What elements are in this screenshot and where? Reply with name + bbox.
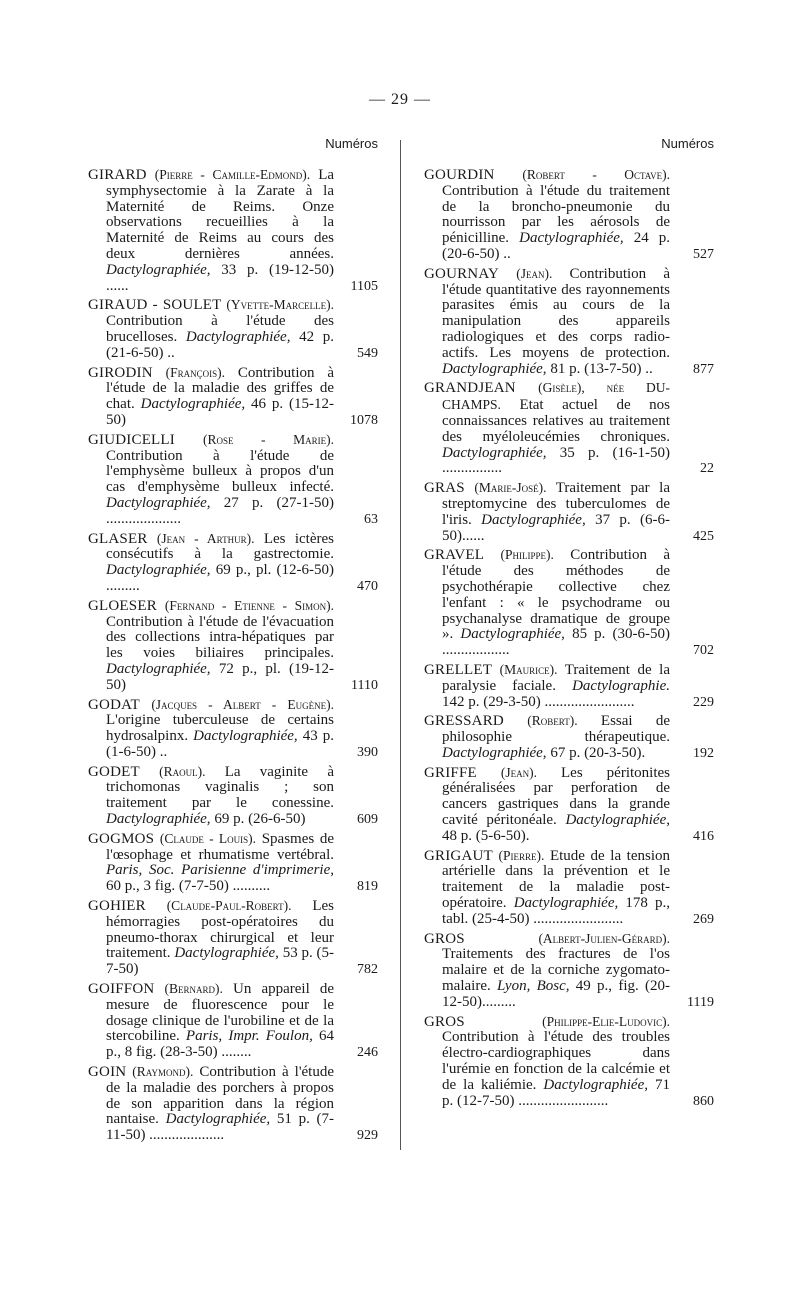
catalog-entry <box>424 713 714 761</box>
left-entry-list <box>88 167 378 1144</box>
entry-details: 46 p. (15-12-50) <box>106 396 335 428</box>
entry-publisher: Dactylographiée, <box>543 1076 648 1093</box>
entry-surname: GRESSARD <box>424 713 504 730</box>
entry-surname: GIRARD <box>88 167 147 183</box>
catalog-entry <box>424 931 714 1011</box>
entry-publisher: Dactylographiée, <box>106 562 211 579</box>
entry-title: Contribution à l'étude du traitement de la broncho-pneumonie du nourrisson par les aérosols de pénicilline. <box>442 182 670 247</box>
entry-details: 27 p. (27-1-50) .................... <box>106 494 334 527</box>
entry-number: 819 <box>357 879 378 895</box>
entry-given-names: (François). <box>165 364 225 380</box>
entry-number: 192 <box>693 745 714 761</box>
entry-number: 1105 <box>350 278 378 294</box>
entry-number: 416 <box>693 828 714 844</box>
entry-given-names: (Philippe). <box>500 547 554 563</box>
entry-details: 42 p. (21-6-50) .. <box>106 328 335 361</box>
entry-given-names: (Jean). <box>500 764 538 780</box>
entry-details: 72 p., pl. (19-12-50) <box>106 660 335 693</box>
catalog-entry <box>88 365 378 429</box>
entry-surname: GOIFFON <box>88 981 155 998</box>
entry-publisher: Dactylographiée, <box>185 328 291 345</box>
catalog-entry <box>424 480 714 544</box>
entry-given-names: (Pierre - Camille-Edmond). <box>154 167 311 182</box>
entry-surname: GROS <box>424 1013 465 1030</box>
right-column <box>424 136 714 1112</box>
entry-number: 609 <box>357 812 378 828</box>
entry-publisher: Dactylographiée, <box>481 511 586 528</box>
entry-given-names: (Yvette-Marcelle). <box>226 297 334 313</box>
entry-publisher: Dactylographie. <box>572 677 670 694</box>
entry-given-names: (Jean). <box>516 265 553 281</box>
entry-title: Contribution à l'étude de la maladie des porchers à propos de son apparition dans la région nantaise. <box>106 1064 335 1128</box>
entry-publisher: Dactylographiée, <box>106 660 211 677</box>
entry-given-names: (Robert). <box>527 713 578 729</box>
entry-publisher: Paris, Impr. Foulon, <box>185 1028 313 1045</box>
entry-surname: GRAVEL <box>424 547 485 564</box>
right-column-header: Numéros <box>661 136 714 151</box>
entry-surname: GOURNAY <box>424 265 500 282</box>
entry-title: Essai de philosophie thérapeutique. <box>442 713 671 746</box>
catalog-entry <box>88 297 378 361</box>
entry-publisher: Dactylographiée, <box>193 728 298 745</box>
entry-number: 246 <box>357 1045 378 1061</box>
entry-title: Contribution à l'étude de la maladie des griffes de chat. <box>106 364 335 413</box>
entry-details: 33 p. (19-12-50) ...... <box>106 261 334 294</box>
entry-publisher: Dactylographiée, <box>565 812 670 829</box>
entry-title: Etude de la tension artérielle dans la prévention et le traitement de la maladie post-opératoire. <box>442 847 671 912</box>
entry-number: 702 <box>693 643 714 659</box>
entry-surname: GRAS <box>424 480 465 497</box>
entry-given-names: (Marie-José). <box>474 480 547 496</box>
entry-details: 51 p. (7-11-50) .................... <box>106 1111 335 1144</box>
entry-details: 48 p. (5-6-50). <box>442 827 530 844</box>
entry-given-names: (Pierre). <box>498 847 545 863</box>
entry-surname: GOGMOS <box>88 830 155 847</box>
entry-number: 527 <box>693 246 714 262</box>
entry-given-names: (Jean - Arthur). <box>156 530 255 546</box>
entry-number: 877 <box>693 361 714 377</box>
entry-surname: GOURDIN <box>424 167 495 183</box>
entry-details: 53 p. (5-7-50) <box>106 945 334 978</box>
entry-surname: GIRAUD - SOULET <box>88 297 222 314</box>
entry-surname: GIUDICELLI <box>88 431 175 448</box>
entry-given-names: (Rose - Marie). <box>202 431 334 447</box>
entry-surname: GRELLET <box>424 661 493 678</box>
entry-number: 425 <box>693 528 714 544</box>
entry-publisher: Dactylographiée, <box>460 626 565 643</box>
entry-publisher: Lyon, Bosc, <box>497 978 570 995</box>
entry-number: 860 <box>693 1093 714 1109</box>
entry-publisher: Dactylographiée, <box>442 744 547 761</box>
entry-title: Contribution à l'étude des brucelloses. <box>106 313 334 345</box>
entry-given-names: (Gisèle), née DU-CHAMPS. <box>442 380 670 413</box>
column-divider <box>400 140 401 1150</box>
entry-surname: GOHIER <box>88 898 146 915</box>
entry-given-names: (Claude - Louis). <box>159 830 257 846</box>
entry-number: 1110 <box>351 677 378 693</box>
entry-publisher: Dactylographiée, <box>174 945 279 962</box>
entry-details: 81 p. (13-7-50) .. <box>550 360 653 377</box>
entry-given-names: (Bernard). <box>164 981 223 997</box>
entry-details: 60 p., 3 fig. (7-7-50) .......... <box>106 878 271 895</box>
entry-title: La symphysectomie à la Zarate à la Maternité de Reims. Onze observations recueillies à la Maternité de Reims au cours des deux dernières années. <box>106 167 335 262</box>
entry-publisher: Dactylographiée, <box>106 261 211 278</box>
entry-surname: GRIGAUT <box>424 847 493 864</box>
entry-given-names: (Raymond). <box>132 1064 194 1080</box>
entry-surname: GRIFFE <box>424 764 477 781</box>
catalog-entry <box>424 848 714 928</box>
catalog-entry <box>424 167 714 263</box>
entry-publisher: Dactylographiée, <box>106 494 211 511</box>
entry-title: Contribution à l'étude quantitative des rayonnements parasites émis au cours de la manipulation des appareils radiologiques et des corps radio-actifs. Les moyens de protection. <box>442 265 670 361</box>
entry-details: 178 p., tabl. (25-4-50) ........................ <box>442 895 670 927</box>
left-column-header: Numéros <box>325 136 378 151</box>
catalog-entry <box>424 266 714 378</box>
entry-given-names: (Philippe-Elie-Ludovic). <box>542 1013 670 1029</box>
catalog-entry <box>88 898 378 978</box>
entry-surname: GROS <box>424 930 465 947</box>
entry-title: Les ictères consécutifs à la gastrectomie. <box>106 530 334 563</box>
entry-given-names: (Raoul). <box>159 763 206 779</box>
left-column <box>88 136 378 1147</box>
entry-publisher: Dactylographiée, <box>165 1111 271 1128</box>
entry-surname: GLASER <box>88 530 148 547</box>
entry-number: 470 <box>357 578 378 594</box>
entry-given-names: (Albert-Julien-Gérard). <box>538 930 670 946</box>
entry-title: Traitement de la paralysie faciale. <box>442 661 670 694</box>
catalog-entry <box>424 662 714 710</box>
entry-given-names: (Robert - Octave). <box>522 167 670 182</box>
entry-details: 37 p. (6-6-50)...... <box>442 511 671 544</box>
entry-details: 64 p., 8 fig. (28-3-50) ........ <box>106 1028 335 1061</box>
catalog-entry <box>424 380 714 477</box>
catalog-entry <box>424 765 714 845</box>
entry-surname: GODAT <box>88 696 140 713</box>
entry-surname: GRANDJEAN <box>424 380 516 397</box>
entry-details: 67 p. (20-3-50). <box>550 744 646 761</box>
entry-title: Contribution à l'étude des méthodes de psychothérapie collective chez l'enfant : « le psychodrame ou psychanalyse dramatique de groupe ». <box>442 547 671 643</box>
page-number: — 29 — <box>369 91 431 108</box>
entry-details: 85 p. (30-6-50) .................. <box>442 626 671 659</box>
entry-surname: GOIN <box>88 1064 127 1081</box>
entry-publisher: Dactylographiée, <box>442 444 547 461</box>
catalog-entry <box>88 432 378 528</box>
entry-number: 229 <box>693 694 714 710</box>
entry-title: Contribution à l'étude de l'évacuation des collections intra-hépatiques par les voies biliaires principales. <box>106 613 334 662</box>
entry-publisher: Dactylographiée, <box>513 895 619 912</box>
entry-title: Traitement par la streptomycine des tuberculomes de l'iris. <box>442 480 670 528</box>
catalog-entry <box>88 598 378 694</box>
entry-number: 22 <box>700 461 714 477</box>
entry-details: 49 p., fig. (20-12-50)......... <box>442 978 671 1010</box>
entry-number: 269 <box>693 911 714 927</box>
entry-given-names: (Claude-Paul-Robert). <box>166 898 292 914</box>
catalog-entry <box>424 1014 714 1110</box>
catalog-entry <box>88 697 378 761</box>
entry-title: Contribution à l'étude de l'emphysème bulleux à propos d'un cas d'emphysème bulleux infecté. <box>106 447 334 496</box>
entry-details: 69 p. (26-6-50) <box>214 811 306 828</box>
entry-title: Traitements des fractures de l'os malaire et de la corniche zygomato-malaire. <box>442 946 670 995</box>
entry-number: 63 <box>364 511 378 527</box>
entry-surname: GLOESER <box>88 597 157 614</box>
catalog-entry <box>88 167 378 294</box>
catalog-entry <box>424 547 714 659</box>
entry-title: Les péritonites généralisées par perforation de cancers gastriques dans la grande cavité péritonéale. <box>442 764 670 829</box>
entry-details: 71 p. (12-7-50) ........................ <box>442 1076 670 1109</box>
entry-details: 43 p. (1-6-50) .. <box>106 728 335 760</box>
entry-details: 142 p. (29-3-50) ........................ <box>442 693 635 710</box>
entry-title: La vaginite à trichomonas vaginalis ; son traitement par le conessine. <box>106 763 334 812</box>
entry-surname: GIRODIN <box>88 364 153 381</box>
entry-title: Contribution à l'étude des troubles électro-cardiographiques dans l'urémie en fonction de la calcémie et de la kaliémie. <box>442 1029 670 1093</box>
entry-title: Les hémorragies post-opératoires du pneumo-thorax chirurgical et leur traitement. <box>106 898 334 962</box>
entry-number: 1078 <box>350 412 378 428</box>
entry-details: 35 p. (16-1-50) ................ <box>442 444 670 477</box>
entry-title: L'origine tuberculeuse de certains hydrosalpinx. <box>106 712 334 745</box>
catalog-entry <box>88 764 378 828</box>
entry-publisher: Dactylographiée, <box>140 396 246 413</box>
entry-number: 929 <box>357 1128 378 1144</box>
entry-surname: GODET <box>88 763 140 780</box>
entry-given-names: (Fernand - Etienne - Simon). <box>164 597 334 613</box>
right-entry-list <box>424 167 714 1109</box>
catalog-entry <box>88 531 378 595</box>
catalog-entry <box>88 1064 378 1144</box>
entry-details: 69 p., pl. (12-6-50) ......... <box>106 562 334 594</box>
entry-publisher: Paris, Soc. Parisienne d'imprimerie, <box>106 862 334 879</box>
entry-title: Etat actuel de nos connaissances relatives au traitement des myéloleucémies chroniques. <box>442 397 670 445</box>
entry-publisher: Dactylographiée, <box>106 811 211 828</box>
entry-given-names: (Maurice). <box>499 661 558 677</box>
entry-title: Spasmes de l'œsophage et rhumatisme vertébral. <box>106 830 335 863</box>
entry-number: 1119 <box>687 994 714 1010</box>
entry-title: Un appareil de mesure de fluorescence pour le dosage clinique de l'urobiline et de la stercobiline. <box>106 981 335 1045</box>
entry-number: 549 <box>357 345 378 361</box>
entry-publisher: Dactylographiée, <box>442 360 547 377</box>
entry-publisher: Dactylographiée, <box>519 230 624 247</box>
catalog-entry <box>88 981 378 1061</box>
entry-given-names: (Jacques - Albert - Eugène). <box>151 696 334 712</box>
entry-details: 24 p. (20-6-50) .. <box>442 230 671 262</box>
entry-number: 782 <box>357 962 378 978</box>
entry-number: 390 <box>357 744 378 760</box>
catalog-entry <box>88 831 378 895</box>
